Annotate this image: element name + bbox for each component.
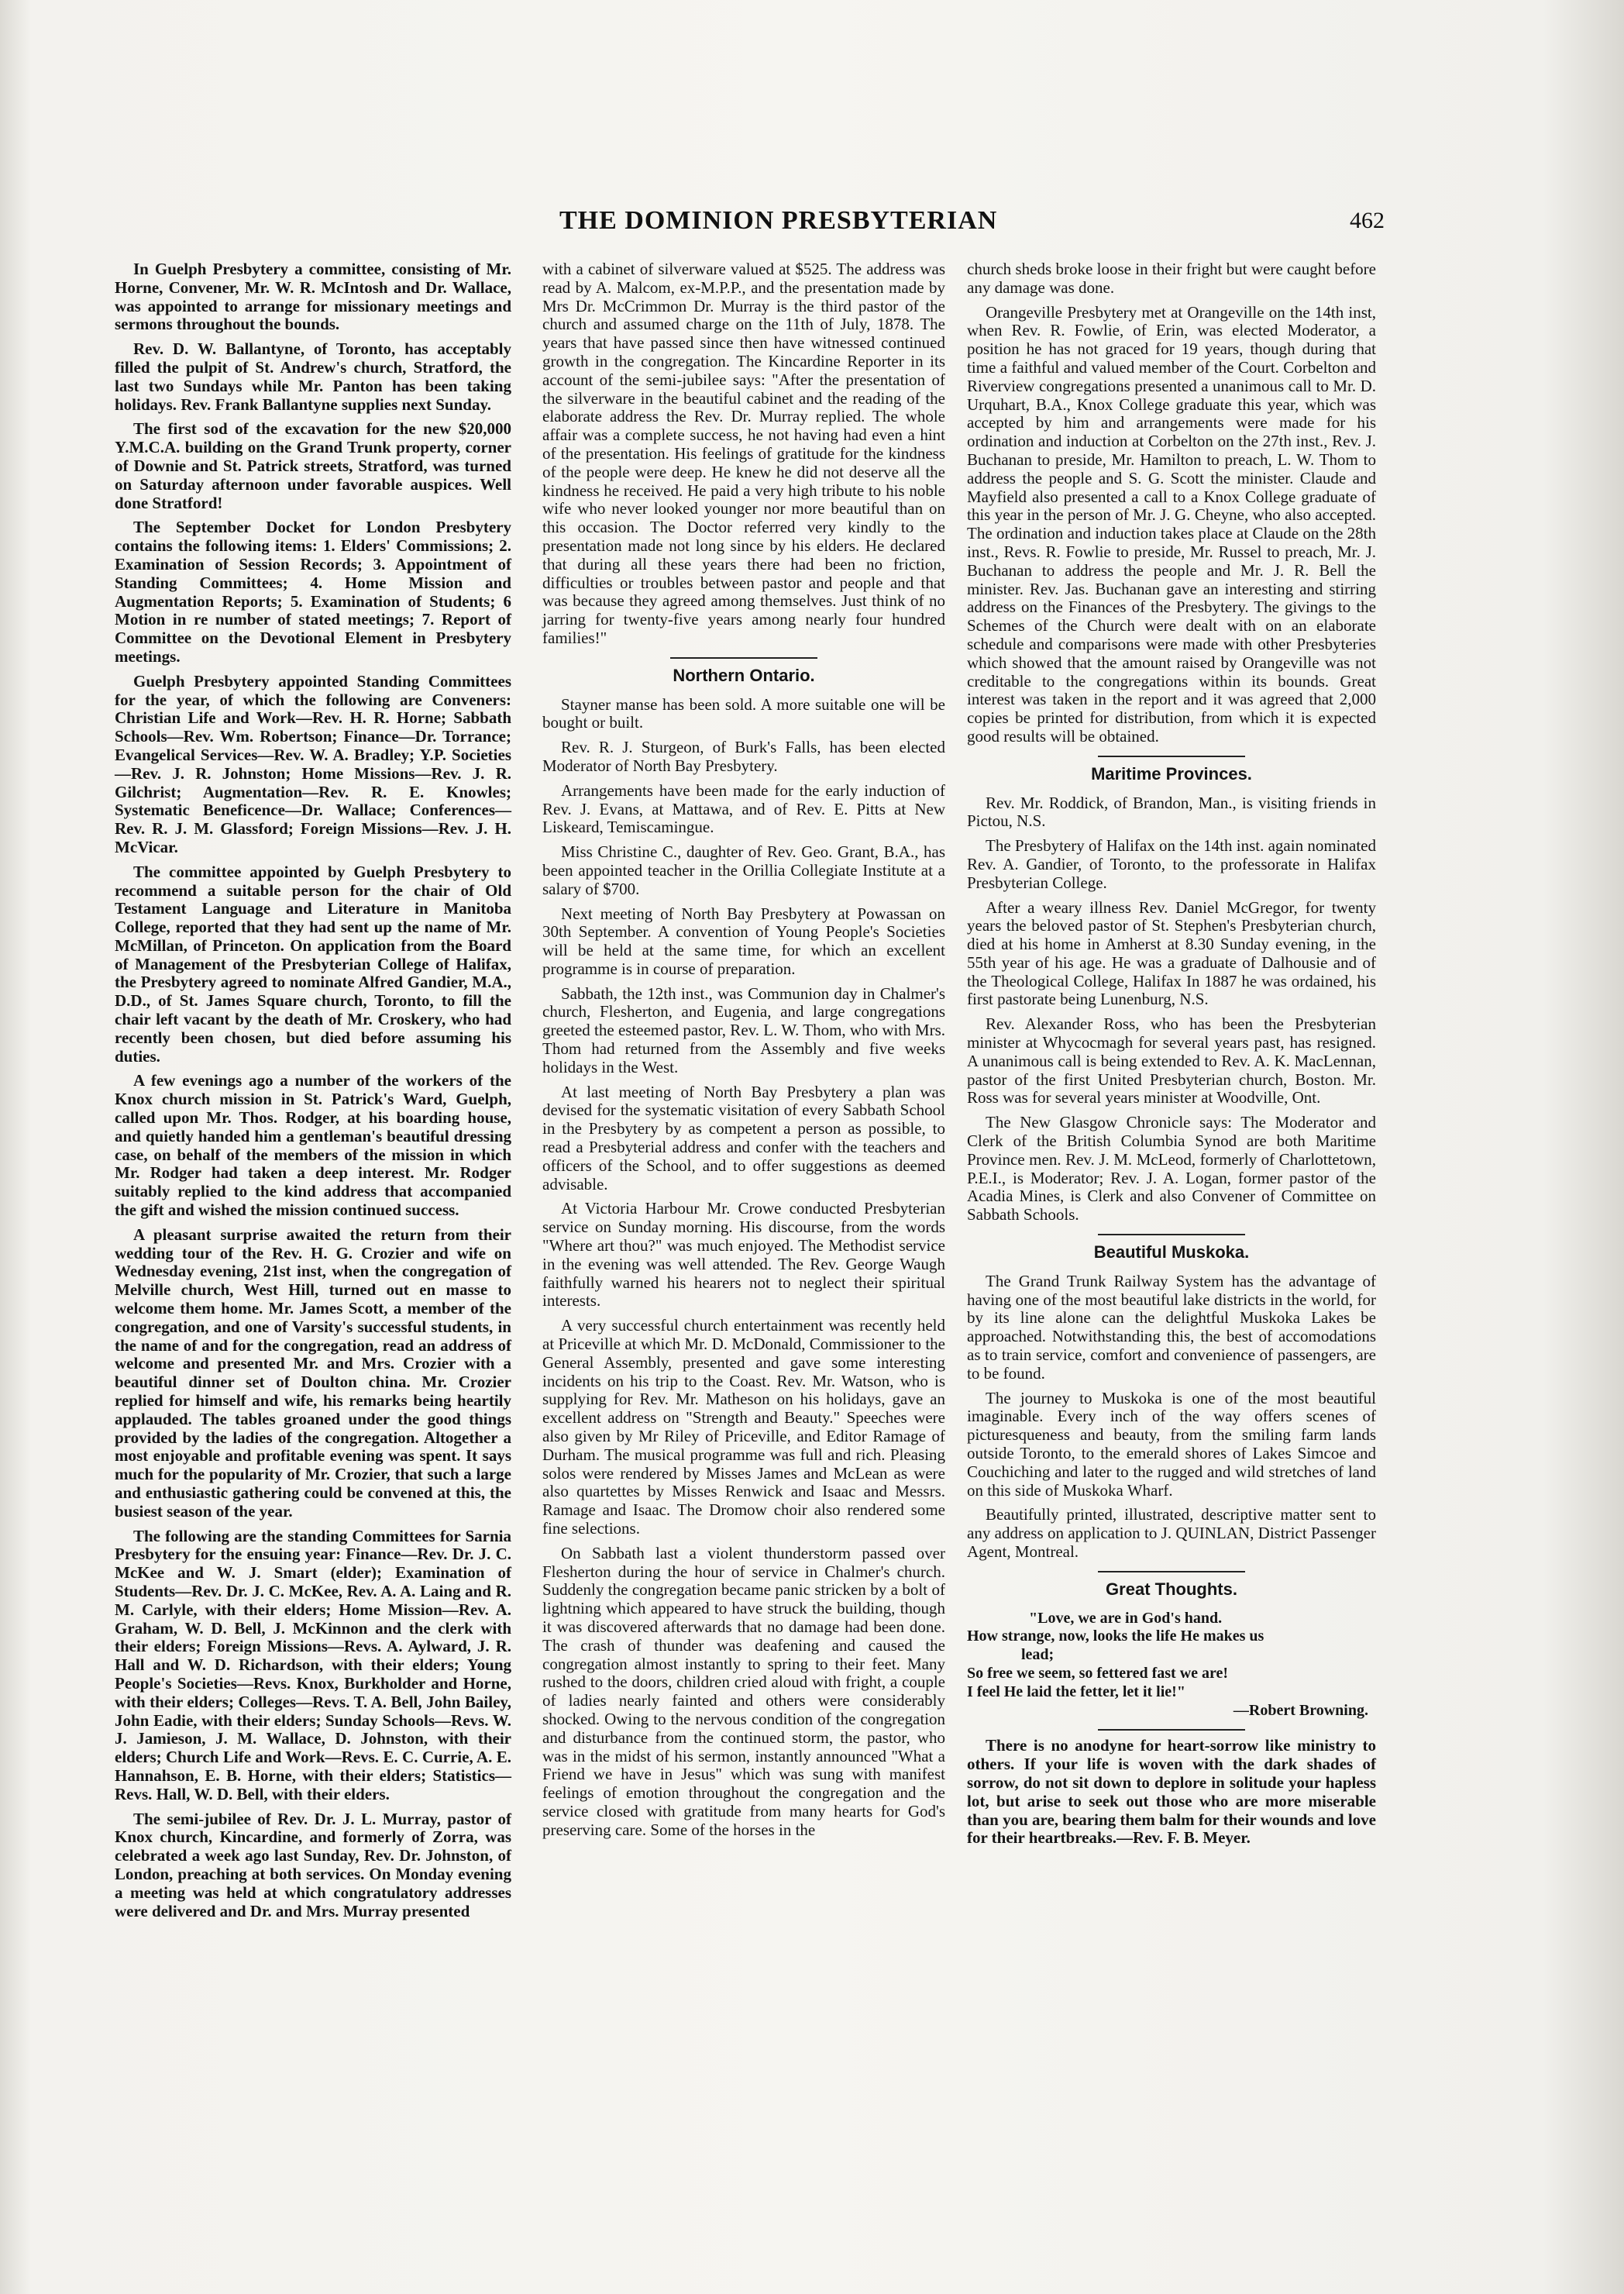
section-heading-beautiful-muskoka: Beautiful Muskoka. [1093,1242,1250,1262]
news-item: Rev. Alexander Ross, who has been the Presbyterian minister at Whycocmagh for several years past, has resigned. A unanimous call is being extended to Rev. A. K. MacLennan, pastor of the first United Presbyterian church, Boston. Mr. Ross was for several years minister at Woodville, Ont. [967,1014,1376,1107]
poem-line: lead; [1021,1646,1055,1664]
section-heading-northern-ontario: Northern Ontario. [673,665,815,685]
article-continuation: church sheds broke loose in their fright but were caught before any damage was done. [967,260,1376,297]
news-item: The journey to Muskoka is one of the most beautiful imaginable. Every inch of the way offers scenes of picturesqueness and beauty, from the smiling farm lands outside Toronto, to the emerald shores of Lakes Simcoe and Couchiching and later to the rugged and wild stretches of land on this side of Muskoka Wharf. [967,1388,1376,1500]
poem-line: "Love, we are in God's hand. [1029,1609,1223,1627]
article-paragraph: Guelph Presbytery appointed Standing Committees for the year, of which the following are Conveners: Christian Life and Work—Rev. H. R. Horne; Sabbath Schools—Rev. Wm. Robertson; Finance—Dr. Torrance; Evangelical Services—Rev. W. A. Bradley; Y.P. Societies—Rev. J. R. Johnston; Home Missions—Rev. J. R. Gilchrist; Augmentation—Rev. R. E. Knowles; Systematic Beneficence—Dr. Wallace; Conferences—Rev. R. J. M. Glassford; Foreign Missions—Rev. J. H. McVicar. [115,671,511,856]
news-item: After a weary illness Rev. Daniel McGregor, for twenty years the beloved pastor of St. Stephen's Presbyterian church, died at his home in Amherst at 8.30 Sunday evening, in the 55th year of his age. He was a graduate of Dalhousie and of the Theological College, Halifax In 1887 he was ordained, his first pastorate being Lunenburg, N.S. [967,897,1376,1009]
news-item: Beautifully printed, illustrated, descriptive matter sent to any address on application to J. QUINLAN, District Passenger Agent, Montreal. [967,1505,1376,1561]
article-paragraph: The committee appointed by Guelph Presbytery to recommend a suitable person for the chair of Old Testament Language and Literature in Manitoba College, reported that they had sent up the name of Mr. McMillan, of Princeton. On application from the Board of Management of the Presbyterian College of Halifax, the Presbytery agreed to nominate Alfred Gandier, M.A., D.D., of St. James Square church, Toronto, to fill the chair left vacant by the death of Mr. Croskery, who had recently been chosen, but died before assuming his duties. [115,862,511,1066]
section-heading-great-thoughts: Great Thoughts. [1106,1579,1237,1599]
section-divider [1098,756,1245,757]
news-item: The New Glasgow Chronicle says: The Moderator and Clerk of the British Columbia Synod are both Maritime Province men. Rev. J. M. McLeod, formerly of Charlottetown, P.E.I., is Moderator; Rev. J. A. Logan, former pastor of the Acadia Mines, is Clerk and also Convener of Committee on Sabbath Schools. [967,1113,1376,1224]
news-item: At last meeting of North Bay Presbytery a plan was devised for the systematic visitation of every Sabbath School in the Presbytery by as competent a person as possible, to read a Presbyterial address and confer with the teachers and officers of the School, and to offer suggestions as deemed advisable. [542,1082,945,1194]
article-paragraph: The September Docket for London Presbytery contains the following items: 1. Elders' Commissions; 2. Examination of Session Records; 3. Appointment of Standing Committees; 4. Home Mission and Augmentation Reports; 5. Examination of Students; 6 Motion in re number of stated meetings; 7. Report of Committee on the Devotional Element in Presbytery meetings. [115,518,511,666]
section-divider [1098,1571,1245,1572]
column-3 [967,260,1376,1854]
news-item: Sabbath, the 12th inst., was Communion day in Chalmer's church, Flesherton, and Eugenia, and large congregations greeted the esteemed pastor, Rev. L. W. Thom, who with Mrs. Thom had returned from the Assembly and five weeks holidays in the West. [542,983,945,1076]
poem-line: I feel He laid the fetter, let it lie!" [967,1683,1185,1700]
masthead [0,206,1624,245]
news-item: Stayner manse has been sold. A more suitable one will be bought or built. [542,694,945,732]
article-paragraph: The first sod of the excavation for the new $20,000 Y.M.C.A. building on the Grand Trunk property, corner of Downie and St. Patrick streets, Stratford, was turned on Saturday afternoon under favorable auspices. Well done Stratford! [115,419,511,512]
article-paragraph: A few evenings ago a number of the workers of the Knox church mission in St. Patrick's Ward, Guelph, called upon Mr. Thos. Rodger, at his boarding house, and quietly handed him a gentleman's beautiful dressing case, on behalf of the members of the mission in which Mr. Rodger had taken a deep interest. Mr. Rodger suitably replied to the kind address that accompanied the gift and wished the mission continued success. [115,1071,511,1220]
poem-line: How strange, now, looks the life He makes us [967,1628,1264,1645]
poem-quote [967,1610,1376,1720]
section-divider [1098,1234,1245,1235]
column-2 [542,260,945,1846]
news-item: At Victoria Harbour Mr. Crowe conducted Presbyterian service on Sunday morning. His discourse, from the words "Where art thou?" was much enjoyed. The Methodist service in the evening was well attended. The Rev. George Waugh faithfully warned his hearers not to neglect their spiritual interests. [542,1199,945,1311]
news-item: Next meeting of North Bay Presbytery at Powassan on 30th September. A convention of Young People's Societies will be held at the same time, for which an excellent programme is in course of preparation. [542,904,945,978]
article-paragraph: Rev. D. W. Ballantyne, of Toronto, has acceptably filled the pulpit of St. Andrew's church, Stratford, the last two Sundays while Mr. Panton has been taking holidays. Rev. Frank Ballantyne supplies next Sunday. [115,339,511,414]
section-heading-maritime-provinces: Maritime Provinces. [1091,763,1252,784]
column-1 [115,260,511,1927]
section-divider [670,657,817,659]
news-item: On Sabbath last a violent thunderstorm passed over Flesherton during the hour of service in Chalmer's church. Suddenly the congregation became panic stricken by a bolt of lightning which appeared to have struck the building, though it was discovered afterwards that no damage had been done. The crash of thunder was deafening and caused the congregation almost instantly to spring to their feet. Many rushed to the doors, children cried aloud with fright, a couple of ladies nearly fainted and others were considerably shocked. Owing to the nervous condition of the congregation and disturbance from the continued storm, the pastor, who was in the midst of his sermon, instantly announced "What a Friend we have in Jesus" which was sung with manifest feelings of emotion throughout the congregation and the service closed with gratitude from many hearts for God's preserving care. Some of the horses in the [542,1543,945,1839]
news-item: Rev. R. J. Sturgeon, of Burk's Falls, has been elected Moderator of North Bay Presbytery. [542,738,945,775]
article-continuation: with a cabinet of silverware valued at $525. The address was read by A. Malcom, ex-M.P.P., and the presentation made by Mrs Dr. McCrimmon Dr. Murray is the third pastor of the church and assumed charge on the 11th of July, 1878. The years that have passed since then have witnessed continued growth in the congregation. The Kincardine Reporter in its account of the semi-jubilee says: "After the presentation of the silverware in the beautiful cabinet and the reading of the elaborate address the Rev. Dr. Murray replied. The whole affair was a complete success, he not having had even a hint of the presentation. His feelings of gratitude for the kindness of the people were deep. He knew he did not deserve all the kindness he received. He paid a very high tribute to his noble wife who never looked younger nor more beautiful than on this occasion. The Doctor referred very kindly to the presentation made not long since by his elders. He declared that during all these years there had been no friction, difficulties or troubles between pastor and people and that was because they agreed among themselves. Just think of no jarring for twenty-five years among nearly four hundred families!" [542,260,945,647]
news-item: Orangeville Presbytery met at Orangeville on the 14th inst, when Rev. R. Fowlie, of Erin, was elected Moderator, a position he has not graced for 19 years, though during that time a faithful and valued member of the Court. Corbelton and Riverview congregations presented a unanimous call to Mr. D. Urquhart, B.A., Knox College graduate this year, which was accepted by him and arrangements were made for his ordination and induction at Corbelton on the 27th inst., Rev. J. Buchanan to preside, Mr. Hamilton to preach, L. W. Thom to address the people and S. G. Scott the minister. Claude and Mayfield also presented a call to a Knox College graduate of this year in the person of Mr. J. G. Cheyne, who also accepted. The ordination and induction takes place at Claude on the 28th inst., Revs. R. Fowlie to preside, Mr. Russel to preach, Mr. J. Buchanan to address the people and Mr. J. R. Bell the minister. Rev. Jas. Buchanan gave an interesting and stirring address on the Finances of the Presbytery. The givings to the Schemes of the Church were dealt with on an elaborate schedule and comparisons were made with other Presbyteries which showed that the amount raised by Orangeville was not creditable to the congregations within its bounds. Great interest was taken in the report and it was agreed that 2,000 copies be printed for distribution, from which it is expected good results will be obtained. [967,302,1376,746]
poem-line: So free we seem, so fettered fast we are! [967,1664,1229,1682]
closing-paragraph: There is no anodyne for heart-sorrow like ministry to others. If your life is woven with the dark shades of sorrow, do not sit down to deplore in solitude your hapless lot, but arise to seek out those who are more miserable than you are, bearing them balm for their wounds and love for their heartbreaks.—Rev. F. B. Meyer. [967,1736,1376,1848]
newspaper-title: THE DOMINION PRESBYTERIAN [559,206,998,235]
news-item: The Presbytery of Halifax on the 14th inst. again nominated Rev. A. Gandier, of Toronto, to the professorate in Halifax Presbyterian College. [967,836,1376,892]
news-item: Arrangements have been made for the early induction of Rev. J. Evans, at Mattawa, and of Rev. E. Pitts at New Liskeard, Temiscamingue. [542,780,945,837]
news-item: Rev. Mr. Roddick, of Brandon, Man., is visiting friends in Pictou, N.S. [967,793,1376,831]
poem-credit: —Robert Browning. [1233,1701,1368,1719]
article-paragraph: In Guelph Presbytery a committee, consisting of Mr. Horne, Convener, Mr. W. R. McIntosh and Dr. Wallace, was appointed to arrange for missionary meetings and sermons throughout the bounds. [115,260,511,334]
article-paragraph: A pleasant surprise awaited the return from their wedding tour of the Rev. H. G. Crozier and wife on Wednesday evening, 21st inst, when the congregation of Melville church, West Hill, turned out en masse to welcome them home. Mr. James Scott, a member of the congregation, and one of Varsity's successful students, in the name of and for the congregation, read an address of welcome and presented Mr. and Mrs. Crozier with a beautiful dinner set of Doulton china. Mr. Crozier replied for himself and wife, his remarks being heartily applauded. The tables groaned under the good things provided by the ladies of the congregation. Altogether a most enjoyable and profitable evening was spent. It says much for the popularity of Mr. Crozier, that such a large and enthusiastic gathering could be convened at this, the busiest season of the year. [115,1224,511,1521]
page-number: 462 [1350,208,1385,233]
article-paragraph: The semi-jubilee of Rev. Dr. J. L. Murray, pastor of Knox church, Kincardine, and formerly of Zorra, was celebrated a week ago last Sunday, Rev. Dr. Johnston, of London, preaching at both services. On Monday evening a meeting was held at which congratulatory addresses were delivered and Dr. and Mrs. Murray presented [115,1809,511,1920]
news-item: A very successful church entertainment was recently held at Priceville at which Mr. D. McDonald, Commissioner to the General Assembly, presented and gave some interesting incidents on his trip to the Coast. Rev. Mr. Watson, who is supplying for Rev. Mr. Matheson on his holidays, gave an excellent address on "Strength and Beauty." Speeches were also given by Mr Riley of Priceville, and Editor Ramage of Durham. The musical programme was full and rich. Pleasing solos were rendered by Misses James and McLean as were also quartettes by Misses Renwick and Isaac and Messrs. Ramage and Isaac. The Dromow choir also rendered some fine selections. [542,1316,945,1538]
closing-quote [967,1737,1376,1848]
news-item: The Grand Trunk Railway System has the advantage of having one of the most beautiful lake districts in the world, for by its line alone can the delightful Muskoka Lakes be approached. Notwithstanding this, the best of accomodations as to train service, comfort and convenience of passengers, are to be found. [967,1271,1376,1383]
article-paragraph: The following are the standing Committees for Sarnia Presbytery for the ensuing year: Finance—Rev. Dr. J. C. McKee and W. J. Smart (elder); Examination of Students—Rev. Dr. J. C. McKee, Rev. A. A. Laing and R. M. Carlyle, with their elders; Home Mission—Rev. A. Graham, W. D. Bell, J. McKinnon and the clerk with their elders; Foreign Missions—Revs. A. Aylward, J. R. Hall and W. D. Richardson, with their elders; Young People's Societies—Revs. Knox, Burkholder and Horne, with their elders; Colleges—Revs. T. A. Bell, John Bailey, John Eadie, with their elders; Sunday Schools—Revs. W. J. Jamieson, J. M. Wallace, D. Johnston, with their elders; Church Life and Work—Revs. E. C. Currie, A. E. Hannahson, E. B. Horne, with their elders; Statistics—Revs. Hall, W. D. Bell, with their elders. [115,1526,511,1803]
section-divider [1098,1729,1245,1731]
news-item: Miss Christine C., daughter of Rev. Geo. Grant, B.A., has been appointed teacher in the Orillia Collegiate Institute at a salary of $700. [542,842,945,898]
